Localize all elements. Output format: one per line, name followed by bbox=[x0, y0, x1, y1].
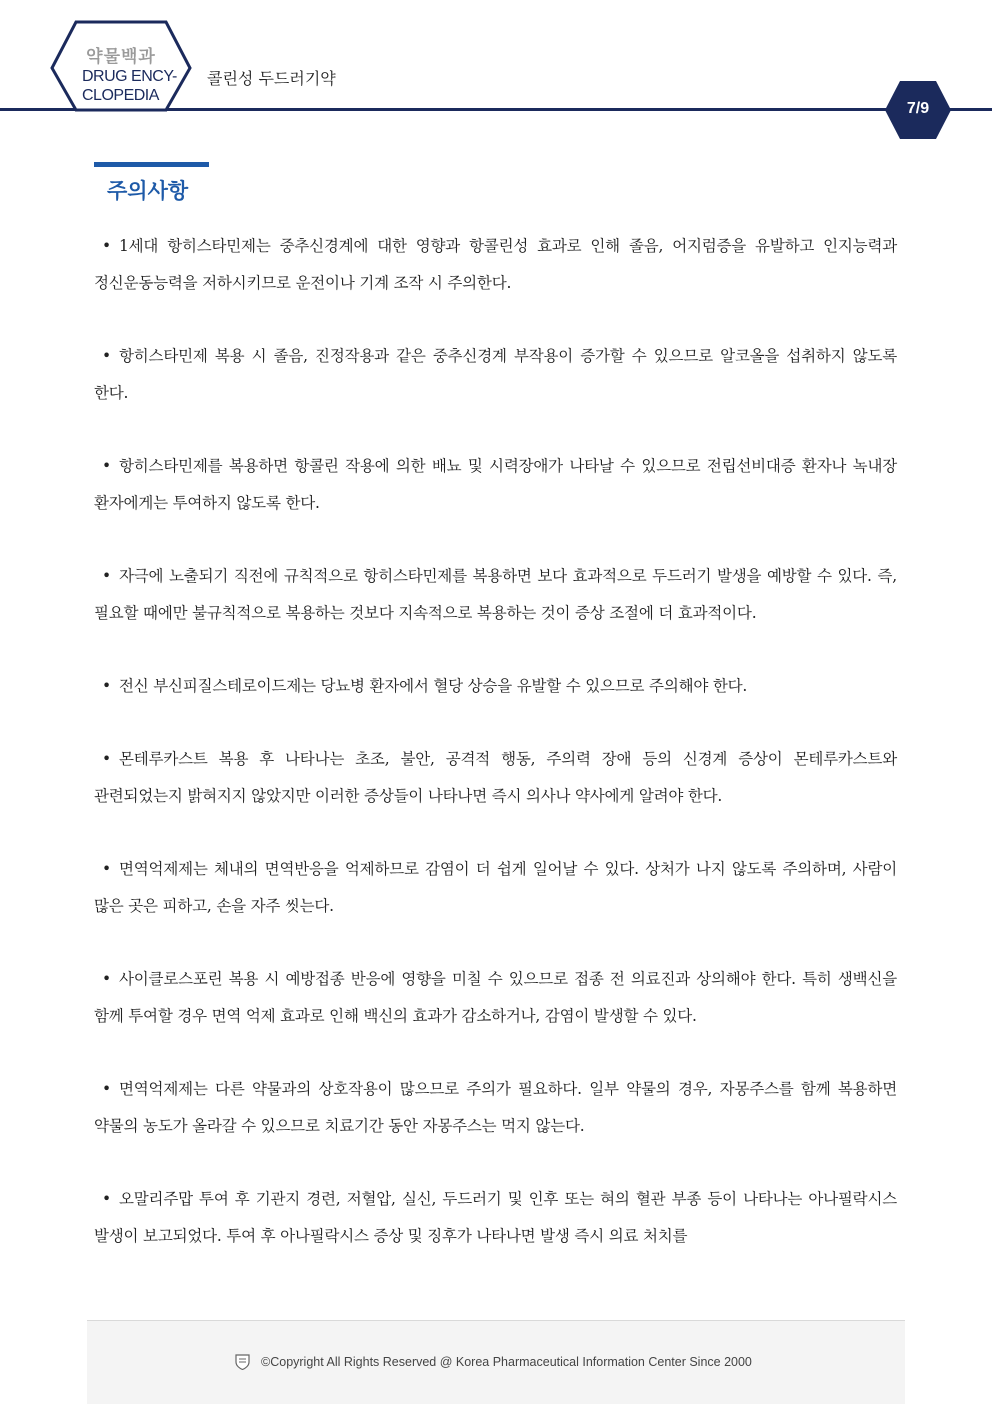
list-item bbox=[94, 961, 897, 1035]
list-item bbox=[94, 851, 897, 925]
page-indicator-badge bbox=[884, 80, 952, 140]
list-item-text: 항히스타민제 복용 시 졸음, 진정작용과 같은 중추신경계 부작용이 증가할 수 있으므로 알코올을 섭취하지 않도록 한다. bbox=[94, 347, 897, 402]
bullet-icon: • bbox=[102, 347, 111, 365]
list-item bbox=[94, 228, 897, 302]
document-title: 콜린성 두드러기약 bbox=[207, 69, 336, 88]
list-item-text: 항히스타민제를 복용하면 항콜린 작용에 의한 배뇨 및 시력장애가 나타날 수 있으므로 전립선비대증 환자나 녹내장 환자에게는 투여하지 않도록 한다. bbox=[94, 457, 897, 512]
shield-emblem-icon bbox=[235, 1354, 250, 1370]
list-item-text: 면역억제제는 체내의 면역반응을 억제하므로 감염이 더 쉽게 일어날 수 있다. 상처가 나지 않도록 주의하며, 사람이 많은 곳은 피하고, 손을 자주 씻는다. bbox=[94, 860, 897, 915]
logo-english-line1: DRUG ENCY- bbox=[82, 68, 177, 85]
drug-encyclopedia-logo bbox=[50, 20, 192, 112]
bullet-icon: • bbox=[102, 567, 111, 585]
list-item bbox=[94, 1181, 897, 1255]
list-item bbox=[94, 558, 897, 632]
bullet-icon: • bbox=[102, 750, 111, 768]
bullet-icon: • bbox=[102, 457, 111, 475]
list-item bbox=[94, 668, 897, 705]
section-title: 주의사항 bbox=[107, 179, 189, 203]
list-item bbox=[94, 741, 897, 815]
bullet-icon: • bbox=[102, 860, 111, 878]
precautions-list bbox=[94, 228, 897, 1291]
list-item-text: 몬테루카스트 복용 후 나타나는 초조, 불안, 공격적 행동, 주의력 장애 등의 신경계 증상이 몬테루카스트와 관련되었는지 밝혀지지 않았지만 이러한 증상들이 나타나면 즉시 의사나 약사에게 알려야 한다. bbox=[94, 750, 897, 805]
logo-korean-text: 약물백과 bbox=[86, 47, 156, 67]
list-item-text: 면역억제제는 다른 약물과의 상호작용이 많으므로 주의가 필요하다. 일부 약물의 경우, 자몽주스를 함께 복용하면 약물의 농도가 올라갈 수 있으므로 치료기간 동안 자몽주스는 먹지 않는다. bbox=[94, 1080, 897, 1135]
bullet-icon: • bbox=[102, 1080, 111, 1098]
list-item-text: 자극에 노출되기 직전에 규칙적으로 항히스타민제를 복용하면 보다 효과적으로 두드러기 발생을 예방할 수 있다. 즉, 필요할 때에만 불규칙적으로 복용하는 것보다 지속적으로 복용하는 것이 증상 조절에 더 효과적이다. bbox=[94, 567, 897, 622]
bullet-icon: • bbox=[102, 677, 111, 695]
list-item-text: 오말리주맙 투여 후 기관지 경련, 저혈압, 실신, 두드러기 및 인후 또는 혀의 혈관 부종 등이 나타나는 아나필락시스 발생이 보고되었다. 투여 후 아나필락시스 증상 및 징후가 나타나면 발생 즉시 의료 처치를 bbox=[94, 1190, 897, 1245]
list-item-text: 1세대 항히스타민제는 중추신경계에 대한 영향과 항콜린성 효과로 인해 졸음, 어지럼증을 유발하고 인지능력과 정신운동능력을 저하시키므로 운전이나 기계 조작 시 주의한다. bbox=[94, 237, 897, 292]
list-item bbox=[94, 448, 897, 522]
list-item-text: 전신 부신피질스테로이드제는 당뇨병 환자에서 혈당 상승을 유발할 수 있으므로 주의해야 한다. bbox=[119, 677, 748, 695]
list-item bbox=[94, 338, 897, 412]
bullet-icon: • bbox=[102, 970, 111, 988]
list-item bbox=[94, 1071, 897, 1145]
list-item-text: 사이클로스포린 복용 시 예방접종 반응에 영향을 미칠 수 있으므로 접종 전 의료진과 상의해야 한다. 특히 생백신을 함께 투여할 경우 면역 억제 효과로 인해 백신의 효과가 감소하거나, 감염이 발생할 수 있다. bbox=[94, 970, 897, 1025]
page-indicator-text: 7/9 bbox=[906, 100, 930, 117]
section-accent-bar bbox=[94, 162, 209, 167]
bullet-icon: • bbox=[102, 237, 111, 255]
footer-copyright: ©Copyright All Rights Reserved @ Korea Pharmaceutical Information Center Since 2000 bbox=[261, 1355, 752, 1369]
logo-english-line2: CLOPEDIA bbox=[82, 87, 159, 104]
bullet-icon: • bbox=[102, 1190, 111, 1208]
